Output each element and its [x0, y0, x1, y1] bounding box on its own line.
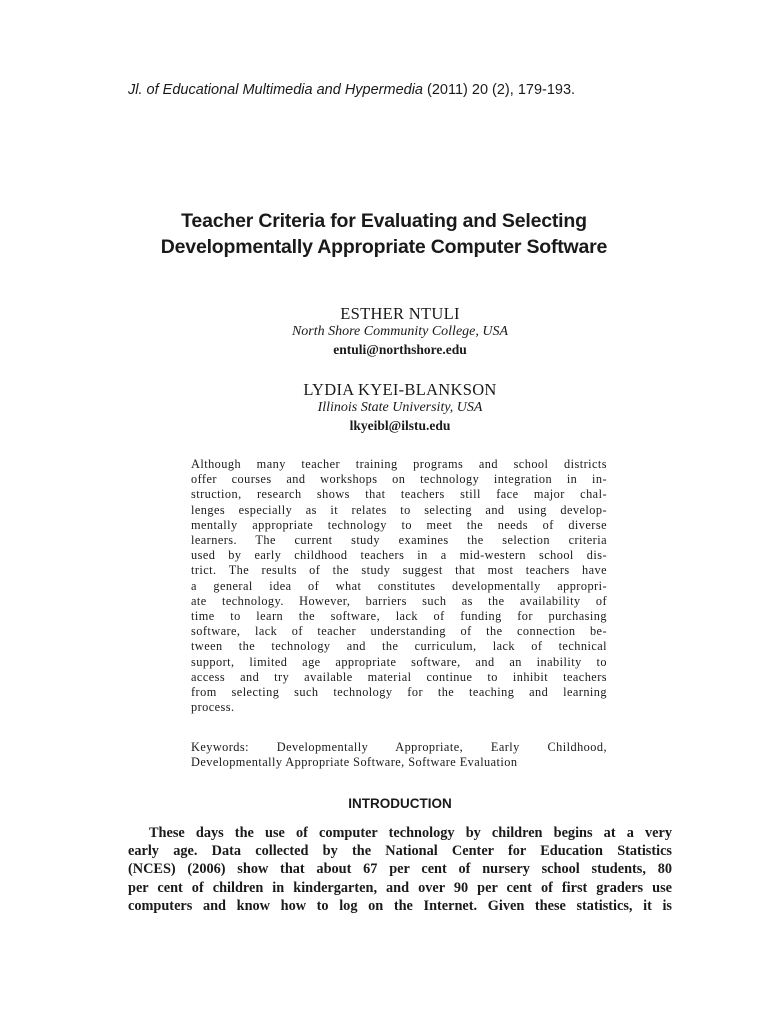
abstract-line: access and try available material continue to inhibit teachers — [191, 669, 607, 684]
abstract-line: offer courses and workshops on technology integration in in- — [191, 472, 607, 487]
intro-paragraph — [128, 824, 672, 915]
abstract-line: struction, research shows that teachers still face major chal- — [191, 487, 607, 502]
abstract — [191, 457, 607, 715]
abstract-line: process. — [191, 700, 235, 715]
journal-name: Jl. of Educational Multimedia and Hypermedia — [128, 82, 423, 98]
title-line: Teacher Criteria for Evaluating and Selecting — [181, 210, 587, 232]
author-block — [0, 304, 768, 358]
intro-line: computers and know how to log on the Internet. Given these statistics, it is — [128, 897, 672, 914]
keywords-line: Developmentally Appropriate Software, Software Evaluation — [191, 755, 518, 770]
abstract-line: learners. The current study examines the selection criteria — [191, 533, 607, 548]
abstract-line: from selecting such technology for the teaching and learning — [191, 685, 607, 700]
author-block — [0, 380, 768, 434]
abstract-line: support, limited age appropriate software, and an inability to — [191, 654, 607, 669]
abstract-line: ate technology. However, barriers such as the availability of — [191, 593, 607, 608]
citation-details: (2011) 20 (2), 179-193. — [422, 82, 576, 98]
abstract-line: a general idea of what constitutes developmentally appropri- — [191, 578, 607, 593]
intro-line: per cent of children in kindergarten, and over 90 per cent of first graders use — [128, 879, 672, 896]
abstract-line: mentally appropriate technology to meet the needs of diverse — [191, 517, 607, 532]
abstract-line: used by early childhood teachers in a mid-western school dis- — [191, 548, 607, 563]
author-name: LYDIA KYEI-BLANKSON — [303, 380, 497, 399]
abstract-line: Although many teacher training programs and school districts — [191, 457, 607, 471]
title-line: Developmentally Appropriate Computer Software — [160, 236, 608, 258]
abstract-line: tween the technology and the curriculum, lack of technical — [191, 639, 607, 654]
journal-citation — [128, 82, 575, 98]
author-name: ESTHER NTULI — [340, 304, 460, 323]
keywords-line: Keywords: Developmentally Appropriate, Early Childhood, — [191, 740, 607, 754]
paper-title — [0, 208, 768, 260]
abstract-line: lenges especially as it relates to selecting and using develop- — [191, 502, 607, 517]
author-email: entuli@northshore.edu — [333, 342, 467, 357]
author-email: lkyeibl@ilstu.edu — [349, 418, 451, 433]
intro-line: These days the use of computer technology by children begins at a very — [149, 825, 672, 841]
abstract-line: software, lack of teacher understanding of the connection be- — [191, 624, 607, 639]
author-affiliation: Illinois State University, USA — [317, 400, 483, 415]
intro-line: (NCES) (2006) show that about 67 per cent of nursery school students, 80 — [128, 861, 672, 878]
author-affiliation: North Shore Community College, USA — [291, 324, 509, 339]
section-heading: INTRODUCTION — [348, 796, 452, 811]
abstract-line: time to learn the software, lack of funding for purchasing — [191, 609, 607, 624]
keywords — [191, 740, 607, 770]
abstract-line: trict. The results of the study suggest that most teachers have — [191, 563, 607, 578]
intro-line: early age. Data collected by the National Center for Education Statistics — [128, 843, 672, 860]
